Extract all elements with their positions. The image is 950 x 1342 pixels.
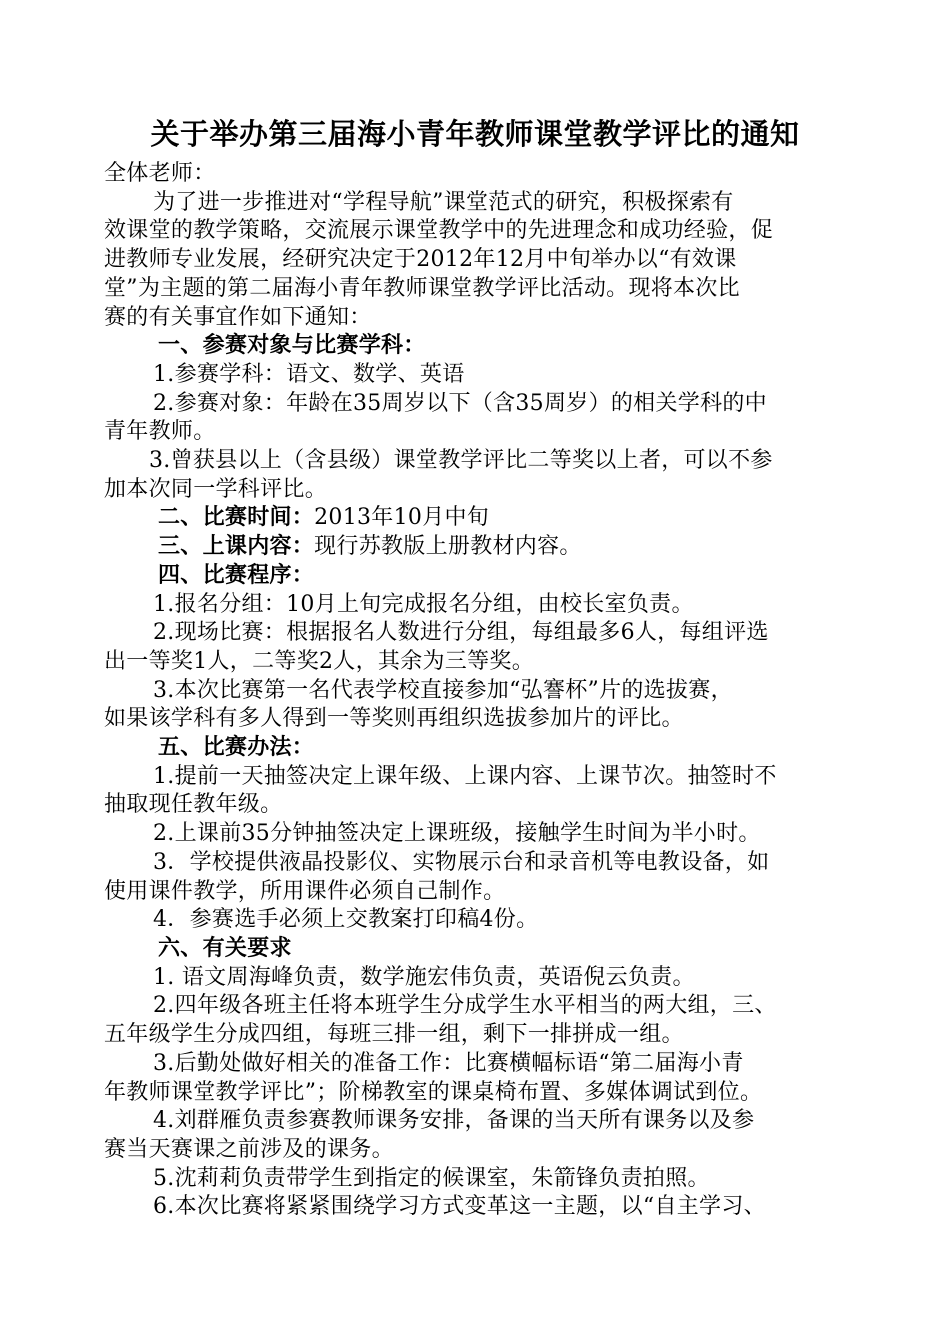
document-title: 关于举办第三届海小青年教师课堂教学评比的通知 (150, 117, 800, 151)
section-4-item-2-line-1: 2.现场比赛：根据报名人数进行分组，每组最多6人，每组评选 (153, 620, 769, 646)
section-4-heading: 四、比赛程序： (158, 562, 315, 588)
section-5-item-3-line-2: 使用课件教学，所用课件必须自己制作。 (104, 878, 506, 904)
section-2-text: 2013年10月中旬 (314, 505, 490, 531)
intro-line-4: 堂”为主题的第二届海小青年教师课堂教学评比活动。现将本次比 (104, 275, 740, 301)
section-5-item-2: 2.上课前35分钟抽签决定上课班级，接触学生时间为半小时。 (153, 821, 761, 847)
section-2 (104, 504, 852, 533)
section-4-item-3-line-1: 3.本次比赛第一名代表学校直接参加“弘謇杯”片的选拔赛， (153, 677, 733, 703)
intro-line-3: 进教师专业发展，经研究决定于2012年12月中旬举办以“有效课 (104, 247, 737, 273)
section-1-item-1: 1.参赛学科：语文、数学、英语 (153, 361, 465, 387)
section-3 (104, 533, 852, 562)
section-6-item-4-line-1: 4.刘群雁负责参赛教师课务安排，备课的当天所有课务以及参 (153, 1108, 755, 1134)
section-5-item-1-line-2: 抽取现任教年级。 (104, 792, 283, 818)
section-6-heading: 六、有关要求 (158, 935, 292, 961)
section-1-item-2-line-2: 青年教师。 (104, 419, 216, 445)
intro-line-2: 效课堂的教学策略，交流展示课堂教学中的先进理念和成功经验，促 (104, 218, 774, 244)
section-1-heading: 一、参赛对象与比赛学科： (158, 333, 426, 359)
section-4-item-1: 1.报名分组：10月上旬完成报名分组，由校长室负责。 (153, 591, 694, 617)
section-1-item-3-line-1: 3.曾获县以上（含县级）课堂教学评比二等奖以上者，可以不参 (149, 448, 773, 474)
section-1-item-2-line-1: 2.参赛对象：年龄在35周岁以下（含35周岁）的相关学科的中 (153, 390, 767, 416)
section-6-item-1: 1. 语文周海峰负责，数学施宏伟负责，英语倪云负责。 (153, 964, 695, 990)
salutation: 全体老师： (104, 161, 216, 186)
section-6-item-3-line-2: 年教师课堂教学评比”；阶梯教室的课桌椅布置、多媒体调试到位。 (104, 1079, 763, 1105)
section-6-item-4-line-2: 赛当天赛课之前涉及的课务。 (104, 1136, 394, 1162)
section-5-item-4: 4．参赛选手必须上交教案打印稿4份。 (153, 907, 539, 933)
section-2-heading: 二、比赛时间： (158, 505, 315, 531)
section-4-item-3-line-2: 如果该学科有多人得到一等奖则再组织选拔参加片的评比。 (104, 706, 684, 732)
section-3-heading: 三、上课内容： (158, 534, 315, 560)
section-3-text: 现行苏教版上册教材内容。 (314, 534, 582, 560)
section-1-item-3-line-2: 加本次同一学科评比。 (104, 476, 328, 502)
section-6-item-2-line-2: 五年级学生分成四组，每班三排一组，剩下一排拼成一组。 (104, 1022, 684, 1048)
intro-line-5: 赛的有关事宜作如下通知： (104, 304, 372, 330)
section-5-heading: 五、比赛办法： (158, 735, 315, 761)
section-6-item-2-line-1: 2.四年级各班主任将本班学生分成学生水平相当的两大组，三、 (153, 993, 777, 1019)
intro-line-1: 为了进一步推进对“学程导航”课堂范式的研究，积极探索有 (153, 189, 734, 215)
section-5-item-3-line-1: 3．学校提供液晶投影仪、实物展示台和录音机等电教设备，如 (153, 849, 770, 875)
section-6-item-3-line-1: 3.后勤处做好相关的准备工作：比赛横幅标语“第二届海小青 (153, 1050, 744, 1076)
section-5-item-1-line-1: 1.提前一天抽签决定上课年级、上课内容、上课节次。抽签时不 (153, 763, 777, 789)
section-4-item-2-line-2: 出一等奖1人，二等奖2人，其余为三等奖。 (104, 648, 534, 674)
section-6-item-6: 6.本次比赛将紧紧围绕学习方式变革这一主题，以“自主学习、 (153, 1194, 766, 1220)
document-body (104, 160, 852, 1222)
section-6-item-5: 5.沈莉莉负责带学生到指定的候课室，朱箭锋负责拍照。 (153, 1165, 710, 1191)
